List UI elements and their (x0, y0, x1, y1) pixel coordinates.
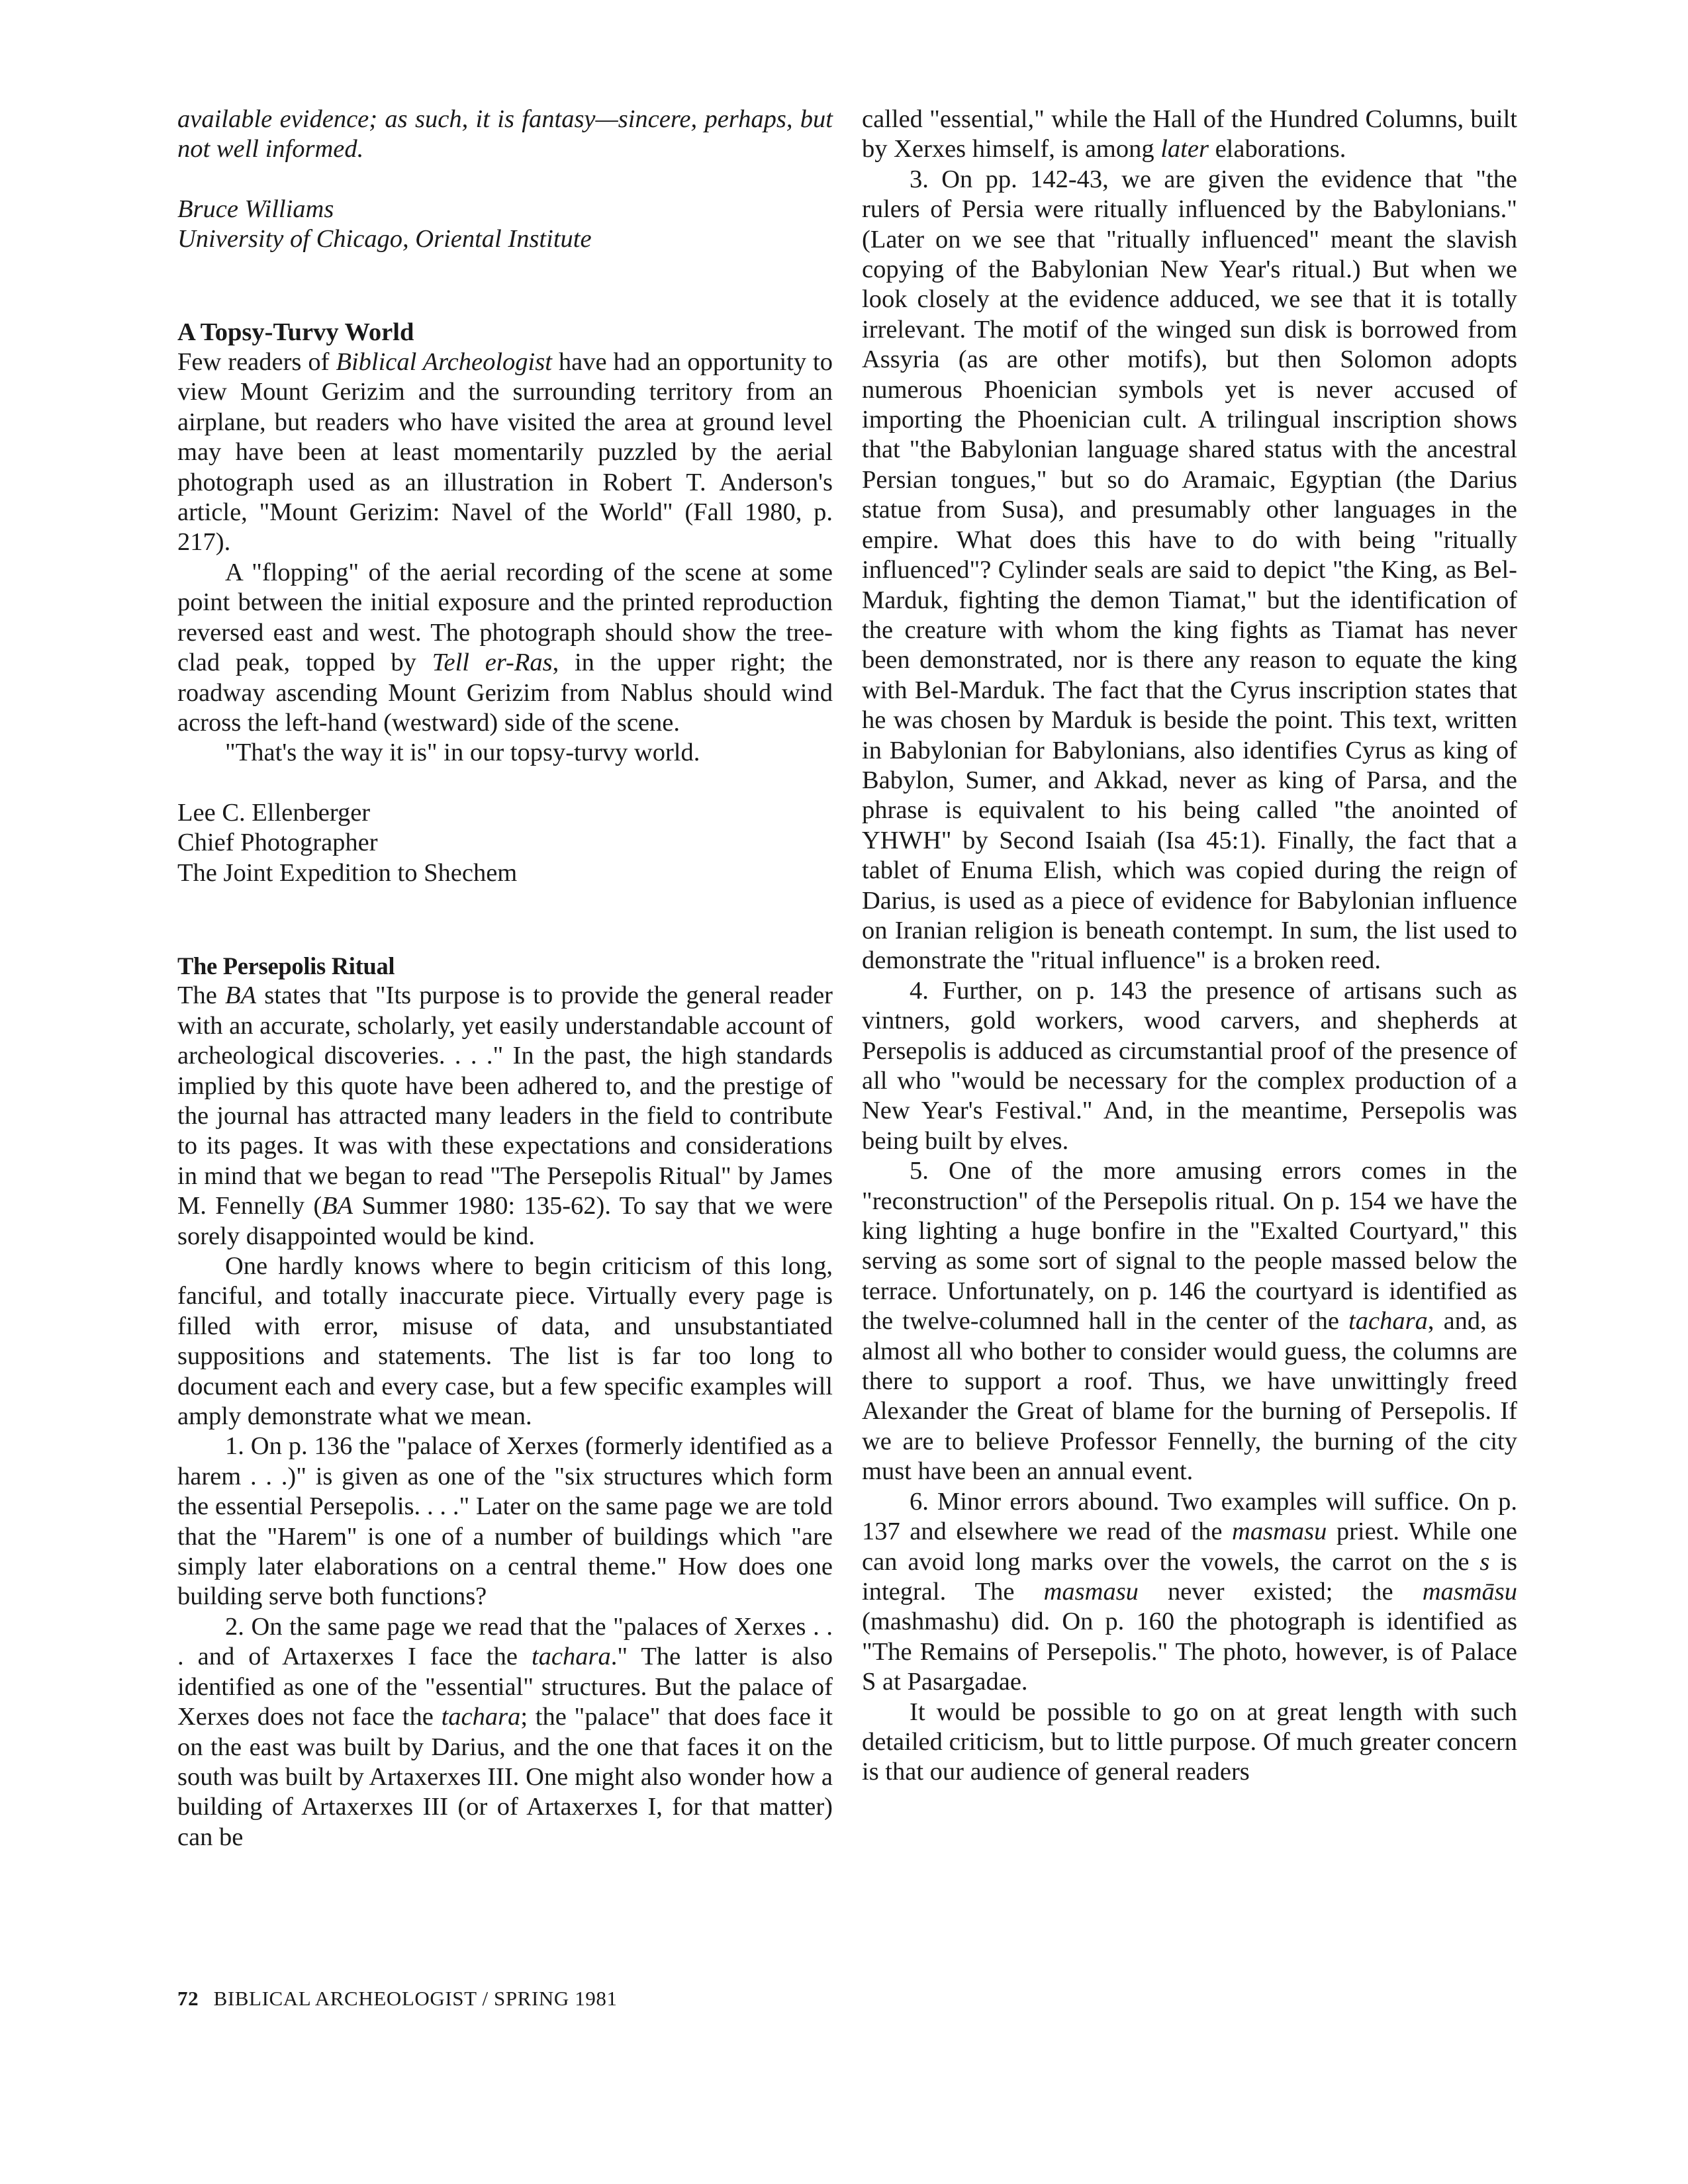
section-heading: A Topsy-Turvy World (177, 318, 414, 346)
paragraph: Few readers of Biblical Archeologist have had an opportunity to view Mount Gerizim and the surrounding territory from an airplane, but readers who have visited the area at ground level may have been at least momentarily puzzled by the aerial photograph used as an illustration in Robert T. Anderson's article, "Mount Gerizim: Navel of the World" (Fall 1980, p. 217). (177, 348, 833, 557)
paragraph (177, 105, 833, 165)
page-number: 72 (177, 1987, 199, 2010)
paragraph: called "essential," while the Hall of the Hundred Columns, built by Xerxes himself, is among later elaborations. (862, 105, 1517, 163)
paragraph: 4. Further, on p. 143 the presence of artisans such as vintners, gold workers, wood carvers, and shepherds at Persepolis is adduced as circumstantial proof of the presence of all who "would be necessary for the complex production of a New Year's Festival." And, in the meantime, Persepolis was being built by elves. (862, 976, 1517, 1155)
paragraph: A "flopping" of the aerial recording of the scene at some point between the initial exposure and the printed reproduction reversed east and west. The photograph should show the tree-clad peak, topped by Tell er-Ras, in the upper right; the roadway ascending Mount Gerizim from Nablus should wind across the left-hand (westward) side of the scene. (177, 558, 833, 737)
signature-block (177, 195, 833, 255)
paragraph: 2. On the same page we read that the "palaces of Xerxes . . . and of Artaxerxes I face the tachara." The latter is also identified as one of the "essential" structures. But the palace of Xerxes does not face the tachara; the "palace" that does face it on the east was built by Darius, and the one that faces it on the south was built by Artaxerxes III. One might also wonder how a building of Artaxerxes III (or of Artaxerxes I, for that matter) can be (177, 1612, 833, 1851)
running-title: BIBLICAL ARCHEOLOGIST / SPRING 1981 (213, 1987, 618, 2010)
signature-affiliation: The Joint Expedition to Shechem (177, 858, 518, 887)
signature-affiliation: University of Chicago, Oriental Institute (177, 225, 592, 253)
paragraph: It would be possible to go on at great length with such detailed criticism, but to little purpose. Of much greater concern is that our audience of general readers (862, 1698, 1517, 1786)
section-heading: The Persepolis Ritual (177, 952, 395, 979)
paragraph: The BA states that "Its purpose is to provide the general reader with an accurate, scholarly, yet easily understandable account of archeological discoveries. . . ." In the past, the high standards implied by this quote have been adhered to, and the prestige of the journal has attracted many leaders in the field to contribute to its pages. It was with these expectations and considerations in mind that we began to read "The Persepolis Ritual" by James M. Fennelly (BA Summer 1980: 135-62). To say that we were sorely disappointed would be kind. (177, 981, 833, 1250)
right-column (862, 105, 1517, 1788)
paragraph: One hardly knows where to begin criticism of this long, fanciful, and totally inaccurate piece. Virtually every page is filled with error, misuse of data, and unsubstantiated suppositions and statements. The list is far too long to document each and every case, but a few specific examples will amply demonstrate what we mean. (177, 1252, 833, 1431)
italic-text: available evidence; as such, it is fantasy—sincere, perhaps, but not well informed. (177, 105, 833, 163)
signature-name: Bruce Williams (177, 195, 334, 223)
signature-title: Chief Photographer (177, 829, 378, 857)
signature-name: Lee C. Ellenberger (177, 798, 371, 827)
paragraph: 1. On p. 136 the "palace of Xerxes (formerly identified as a harem . . .)" is given as one of the "six structures which form the essential Persepolis. . . ." Later on the same page we are told that the "Harem" is one of a number of buildings which "are simply later elaborations on a central theme." How does one building serve both functions? (177, 1432, 833, 1611)
left-column (177, 105, 833, 1852)
paragraph: 5. One of the more amusing errors comes in the "reconstruction" of the Persepolis ritual. On p. 154 we have the king lighting a huge bonfire in the "Exalted Courtyard," this serving as some sort of signal to the people massed below the terrace. Unfortunately, on p. 146 the courtyard is identified as the twelve-columned hall in the center of the tachara, and, as almost all who bother to consider would guess, the columns are there to support a roof. Thus, we have unwittingly freed Alexander the Great of blame for the burning of Persepolis. If we are to believe Professor Fennelly, the burning of the city must have been an annual event. (862, 1157, 1517, 1486)
paragraph: 3. On pp. 142-43, we are given the evidence that "the rulers of Persia were ritually influenced by the Babylonians." (Later on we see that "ritually influenced" meant the slavish copying of the Babylonian New Year's ritual.) But when we look closely at the evidence adduced, we see that it is totally irrelevant. The motif of the winged sun disk is borrowed from Assyria (as are other motifs), but then Solomon adopts numerous Phoenician symbols yet is never accused of importing the Phoenician cult. A trilingual inscription shows that "the Babylonian language shared status with the ancestral Persian tongues," but so do Aramaic, Egyptian (the Darius statue from Susa), and presumably other languages in the empire. What does this have to do with being "ritually influenced"? Cylinder seals are said to depict "the King, as Bel-Marduk, fighting the demon Tiamat," but the identification of the creature with whom the king fights as Tiamat has never been demonstrated, nor is there any reason to equate the king with Bel-Marduk. The fact that the Cyrus inscription states that he was chosen by Marduk is beside the point. This text, written in Babylonian for Babylonians, also identifies Cyrus as king of Babylon, Sumer, and Akkad, never as king of Parsa, and the phrase is equivalent to his being called "the anointed of YHWH" by Second Isaiah (Isa 45:1). Finally, the fact that a tablet of Enuma Elish, which was copied during the reign of Darius, is used as a piece of evidence for Babylonian influence on Iranian religion is beneath contempt. In sum, the list used to demonstrate the "ritual influence" is a broken reed. (862, 165, 1517, 975)
page-footer (177, 1987, 618, 2011)
paragraph: "That's the way it is" in our topsy-turvy world. (225, 739, 700, 767)
paragraph: 6. Minor errors abound. Two examples will suffice. On p. 137 and elsewhere we read of the masmasu priest. While one can avoid long marks over the vowels, the carrot on the s is integral. The masmasu never existed; the masmāsu (mashmashu) did. On p. 160 the photograph is identified as "The Remains of Persepolis." The photo, however, is of Palace S at Pasargadae. (862, 1487, 1518, 1696)
signature-block (177, 798, 833, 888)
